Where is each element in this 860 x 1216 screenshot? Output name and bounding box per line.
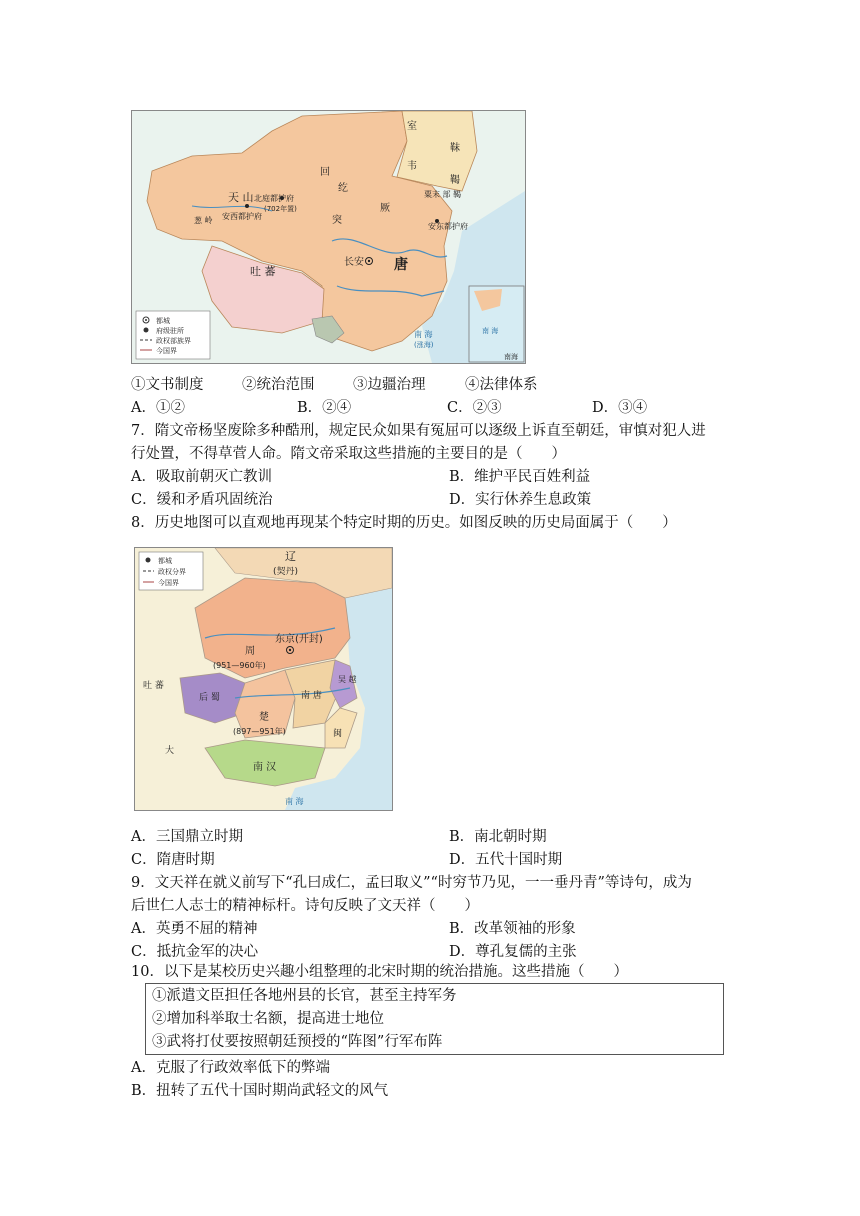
q9-stem-line2: 后世仁人志士的精神标杆。诗句反映了文天祥（ ）: [131, 898, 479, 914]
q7-stem-line2: 行处置，不得草菅人命。隋文帝采取这些措施的主要目的是（ ）: [131, 446, 566, 462]
q8-stem: 8．历史地图可以直观地再现某个特定时期的历史。如图反映的历史局面属于（ ）: [131, 515, 677, 531]
q6-statement-4: ④法律体系: [465, 377, 538, 393]
q9-option-c[interactable]: C．抵抗金军的决心: [131, 944, 259, 960]
q8-option-b[interactable]: B．南北朝时期: [449, 829, 547, 845]
label-mohe-2: 鞨: [450, 175, 460, 186]
q9-option-b[interactable]: B．改革领袖的形象: [449, 921, 576, 937]
q10-measure-1: ①派遣文臣担任各地州县的长官，甚至主持军务: [152, 988, 457, 1004]
legend-capital: 都城: [156, 317, 170, 325]
label-huihe-1: 回: [320, 167, 330, 178]
label-zhou-years: (951—960年): [213, 661, 266, 670]
label-beiting-year: (702年置): [264, 205, 297, 213]
q7-option-c[interactable]: C．缓和矛盾巩固统治: [131, 492, 273, 508]
label-tianshan: 天 山: [228, 191, 254, 204]
legend-prefecture: 府级驻所: [156, 327, 184, 335]
label-tang: 唐: [394, 257, 408, 273]
label-tujue-1: 突: [332, 215, 342, 226]
q7-stem-line1: 7．隋文帝杨坚废除多种酷刑，规定民众如果有冤屈可以逐级上诉直至朝廷，审慎对犯人进: [131, 423, 706, 439]
q6-statement-1: ①文书制度: [131, 377, 204, 393]
q6-option-d[interactable]: D．③④: [592, 400, 648, 416]
legend-border-2: 政权分界: [158, 568, 186, 576]
label-wuyue: 吴 越: [338, 675, 357, 684]
q6-statement-2: ②统治范围: [242, 377, 315, 393]
label-qidan: (契丹): [273, 567, 299, 577]
label-congling: 葱 岭: [194, 216, 213, 225]
label-min: 闽: [333, 729, 343, 739]
q7-option-b[interactable]: B．维护平民百姓利益: [449, 469, 591, 485]
q10-measure-2: ②增加科举取士名额，提高进士地位: [152, 1011, 384, 1027]
tang-dynasty-map: [131, 110, 526, 364]
label-tubo: 吐 蕃: [250, 265, 276, 278]
label-inset-nanhai: 南 海: [482, 327, 499, 335]
label-shu: 后 蜀: [199, 693, 220, 703]
q7-option-d[interactable]: D．实行休养生息政策: [449, 492, 592, 508]
q9-option-a[interactable]: A．英勇不屈的精神: [131, 921, 258, 937]
label-changan: 长安: [344, 257, 364, 268]
label-nanhai: 南 海: [414, 330, 433, 339]
label-nanhan: 南 汉: [253, 762, 277, 773]
q9-stem-line1: 9．文天祥在就义前写下“孔曰成仁，孟曰取义”“时穷节乃见，一一垂丹青”等诗句，成为: [131, 875, 692, 891]
q10-option-b[interactable]: B．扭转了五代十国时期尚武轻文的风气: [131, 1083, 389, 1099]
label-anxi: 安西都护府: [222, 212, 262, 221]
label-dongjing: 东京(开封): [275, 634, 323, 645]
label-chu: 楚: [259, 712, 269, 723]
label-inset: 南海: [504, 353, 518, 361]
label-tujue-2: 厥: [380, 203, 390, 214]
label-tang-2: 南 唐: [301, 691, 322, 701]
q8-option-d[interactable]: D．五代十国时期: [449, 852, 563, 868]
label-chu-years: (897—951年): [233, 727, 286, 736]
q8-option-c[interactable]: C．隋唐时期: [131, 852, 215, 868]
q10-stem: 10．以下是某校历史兴趣小组整理的北宋时期的统治措施。这些措施（ ）: [131, 964, 628, 980]
label-andong: 安东都护府: [428, 222, 468, 231]
five-dynasties-map-graphic: [135, 548, 392, 810]
q10-measures-box: [145, 983, 724, 1055]
label-liao: 辽: [285, 550, 296, 563]
label-beiting: 北庭都护府: [254, 194, 294, 203]
label-huihe-2: 纥: [338, 183, 348, 194]
q8-option-a[interactable]: A．三国鼎立时期: [131, 829, 243, 845]
q7-option-a[interactable]: A．吸取前朝灭亡教训: [131, 469, 272, 485]
label-zhou: 周: [245, 646, 255, 657]
legend-national-border-2: 今国界: [158, 579, 179, 587]
label-su-mohe: 粟末 部 鞨: [424, 190, 462, 199]
label-shiwei-1: 室: [407, 121, 417, 132]
label-mohe-1: 靺: [450, 143, 460, 154]
q6-option-b[interactable]: B．②④: [297, 400, 352, 416]
legend-capital-2: 都城: [158, 557, 172, 565]
tang-map-graphic: [132, 111, 525, 363]
label-tubo-2: 吐 蕃: [143, 681, 164, 691]
q9-option-d[interactable]: D．尊孔复儒的主张: [449, 944, 577, 960]
label-dali: 大: [165, 746, 175, 756]
q6-option-c[interactable]: C．②③: [447, 400, 502, 416]
label-nanhai-sub: (涨海): [414, 341, 434, 349]
q6-option-a[interactable]: A．①②: [131, 400, 185, 416]
legend-border: 政权部族界: [156, 337, 191, 345]
five-dynasties-map: [134, 547, 393, 811]
q10-measure-3: ③武将打仗要按照朝廷预授的“阵图”行军布阵: [152, 1034, 443, 1050]
legend-national-border: 今国界: [156, 347, 177, 355]
q10-option-a[interactable]: A．克服了行政效率低下的弊端: [131, 1060, 330, 1076]
label-sea: 南 海: [285, 797, 304, 806]
q6-statement-3: ③边疆治理: [353, 377, 426, 393]
label-shiwei-2: 韦: [407, 161, 417, 172]
